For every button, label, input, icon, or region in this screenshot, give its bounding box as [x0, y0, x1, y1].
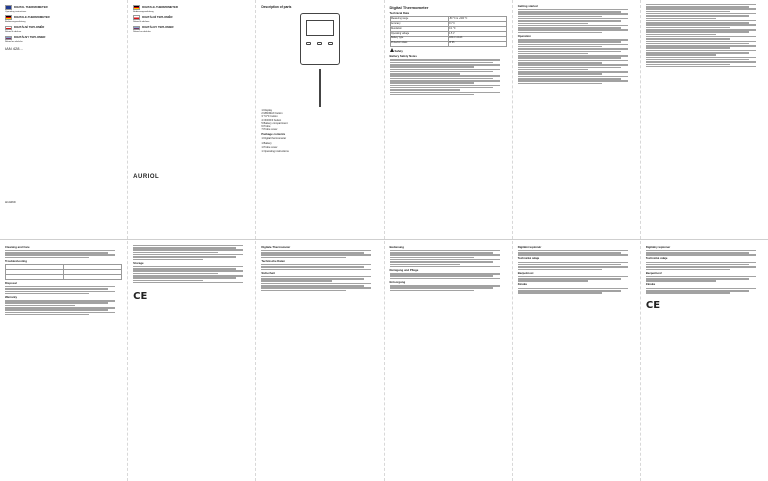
- spec-label: Protection class: [390, 41, 448, 46]
- safety-label: Safety: [394, 49, 403, 54]
- package-item: 1 Probe cover: [261, 145, 278, 149]
- sk-technical-heading: Technické údaje: [645, 256, 668, 261]
- language-block: [133, 15, 250, 20]
- language-block: [133, 5, 250, 10]
- part-label: 6 Probe: [261, 125, 271, 129]
- de-column-1: [128, 241, 256, 481]
- specs-column: [385, 0, 513, 239]
- sk-flag-icon: [133, 26, 140, 31]
- language-title: DIGITAL THERMOMETER: [14, 4, 48, 9]
- language-subtitle: Bedienungsanleitung: [5, 20, 26, 23]
- model-number: H14269: [5, 200, 16, 204]
- spec-value: 0.1 °C: [448, 27, 506, 32]
- ian-code: IAN 428...: [5, 46, 23, 51]
- cleaning-column: [0, 241, 128, 481]
- language-title: DIGITÁLNÍ TEPLOMĚR: [142, 14, 173, 19]
- de-operation-heading: Bedienung: [389, 244, 404, 249]
- spec-value: ±1 °C: [448, 22, 506, 27]
- spec-row: [390, 41, 506, 46]
- language-block: [133, 26, 250, 31]
- de-storage-heading: Storage: [133, 260, 144, 265]
- de-column-2: [256, 241, 384, 481]
- language-subtitle: Návod k obsluze: [5, 31, 22, 33]
- operation-column-2: [641, 0, 768, 239]
- cz-column: [513, 241, 641, 481]
- button-illustration: [317, 42, 322, 45]
- package-item: 1 Operating instructions: [261, 150, 289, 154]
- spec-table: [390, 16, 507, 46]
- de-technical-heading: Technische Daten: [261, 258, 286, 263]
- spec-value: LR44 / AG13: [448, 36, 506, 41]
- language-subtitle: Návod na obsluhu: [133, 31, 151, 33]
- probe-illustration: [319, 69, 321, 107]
- trouble-table: [5, 264, 122, 280]
- safety-heading: [390, 48, 507, 53]
- cz-warranty-heading: Záruka: [517, 282, 527, 287]
- de-intro-heading: Digitale-Thermometer: [261, 244, 291, 249]
- part-item: [261, 128, 378, 131]
- cz-technical-heading: Technické údaje: [517, 256, 540, 261]
- brand-logo: AURIOL: [133, 173, 160, 180]
- top-row: [0, 0, 768, 240]
- cleaning-heading: Cleaning and Care: [5, 244, 30, 249]
- sk-flag-icon: [5, 36, 12, 41]
- de-flag-icon: [5, 15, 12, 20]
- cz-intro-heading: Digitální teploměr: [517, 244, 542, 249]
- part-label: 4 ON/OFF button: [261, 118, 282, 122]
- part-label: 1 Display: [261, 109, 273, 112]
- cover-column: [0, 0, 128, 239]
- spec-value: -50 °C to +300 °C: [448, 17, 506, 22]
- language-block: [5, 5, 122, 10]
- warranty-heading: Warranty: [5, 294, 18, 299]
- spec-label: Measuring range: [390, 17, 448, 22]
- spec-label: Battery type: [390, 36, 448, 41]
- ce-mark: CE: [133, 291, 148, 303]
- de-flag-icon: [133, 5, 140, 10]
- language-block: [5, 15, 122, 20]
- package-heading: Package contents: [261, 132, 286, 137]
- getting-started-heading: Getting started: [517, 3, 538, 8]
- language-subtitle: Návod na obsluhu: [5, 41, 23, 44]
- product-title: Digital Thermometer: [389, 5, 429, 10]
- troubleshooting-heading: Troubleshooting: [5, 258, 27, 263]
- button-illustration: [328, 42, 333, 45]
- language-title: DIGITÁLNÍ TEPLOMĚR: [14, 25, 45, 29]
- button-illustration: [306, 42, 311, 45]
- cz-flag-icon: [5, 26, 12, 31]
- disposal-heading: Disposal: [5, 280, 17, 285]
- display-illustration: [306, 20, 334, 36]
- sk-column: [641, 241, 768, 481]
- language-block: [5, 36, 122, 41]
- cover-right-column: [128, 0, 256, 239]
- thermometer-illustration: [300, 13, 340, 65]
- de-cleaning-heading: Reinigung und Pflege: [389, 267, 419, 272]
- language-title: DIGITALE-THERMOMETER: [142, 4, 178, 9]
- bottom-row: [0, 241, 768, 481]
- part-label: 3 °C/°F button: [261, 115, 278, 119]
- part-label: 7 Probe cover: [261, 128, 278, 132]
- spec-label: Operating voltage: [390, 32, 448, 37]
- language-subtitle: Návod k obsluze: [133, 20, 150, 23]
- language-subtitle: Operating instructions: [5, 10, 27, 13]
- spec-label: Resolution: [390, 27, 448, 32]
- part-label: 5 Battery compartment: [261, 121, 288, 125]
- language-title: DIGITÁLNY TEPLOMER: [14, 35, 46, 40]
- spec-value: IP 65: [448, 41, 506, 46]
- uk-flag-icon: [5, 5, 12, 10]
- operation-column: [513, 0, 641, 239]
- operation-heading: Operation: [517, 33, 531, 38]
- de-disposal-heading: Entsorgung: [389, 279, 406, 284]
- de-safety-heading: Sicherheit: [261, 270, 275, 275]
- battery-safety-heading: Battery Safety Notes: [389, 54, 417, 59]
- sk-warranty-heading: Záruka: [645, 282, 656, 287]
- technical-heading: Technical Data: [389, 11, 410, 15]
- package-item: 1 Digital thermometer: [261, 137, 287, 141]
- sk-intro-heading: Digitálny teplomer: [645, 244, 671, 249]
- language-title: DIGITÁLNY TEPLOMER: [142, 25, 174, 29]
- language-subtitle: Bedienungsanleitung: [133, 10, 154, 13]
- spec-value: 1.5 V: [448, 32, 506, 37]
- spec-label: Accuracy: [390, 22, 448, 27]
- language-title: DIGITALE-THERMOMETER: [14, 14, 50, 19]
- sk-safety-heading: Bezpečnosť: [645, 270, 662, 275]
- cz-flag-icon: [133, 15, 140, 20]
- ce-mark: CE: [645, 299, 661, 311]
- product-column: [256, 0, 384, 239]
- description-heading: Description of parts: [261, 5, 292, 9]
- part-label: 2 MIN/MAX button: [261, 112, 283, 116]
- package-item: 1 Battery: [261, 141, 272, 145]
- warning-icon: [390, 48, 394, 52]
- language-block: [5, 26, 122, 31]
- cz-safety-heading: Bezpečnost: [517, 270, 534, 275]
- de-column-3: [385, 241, 513, 481]
